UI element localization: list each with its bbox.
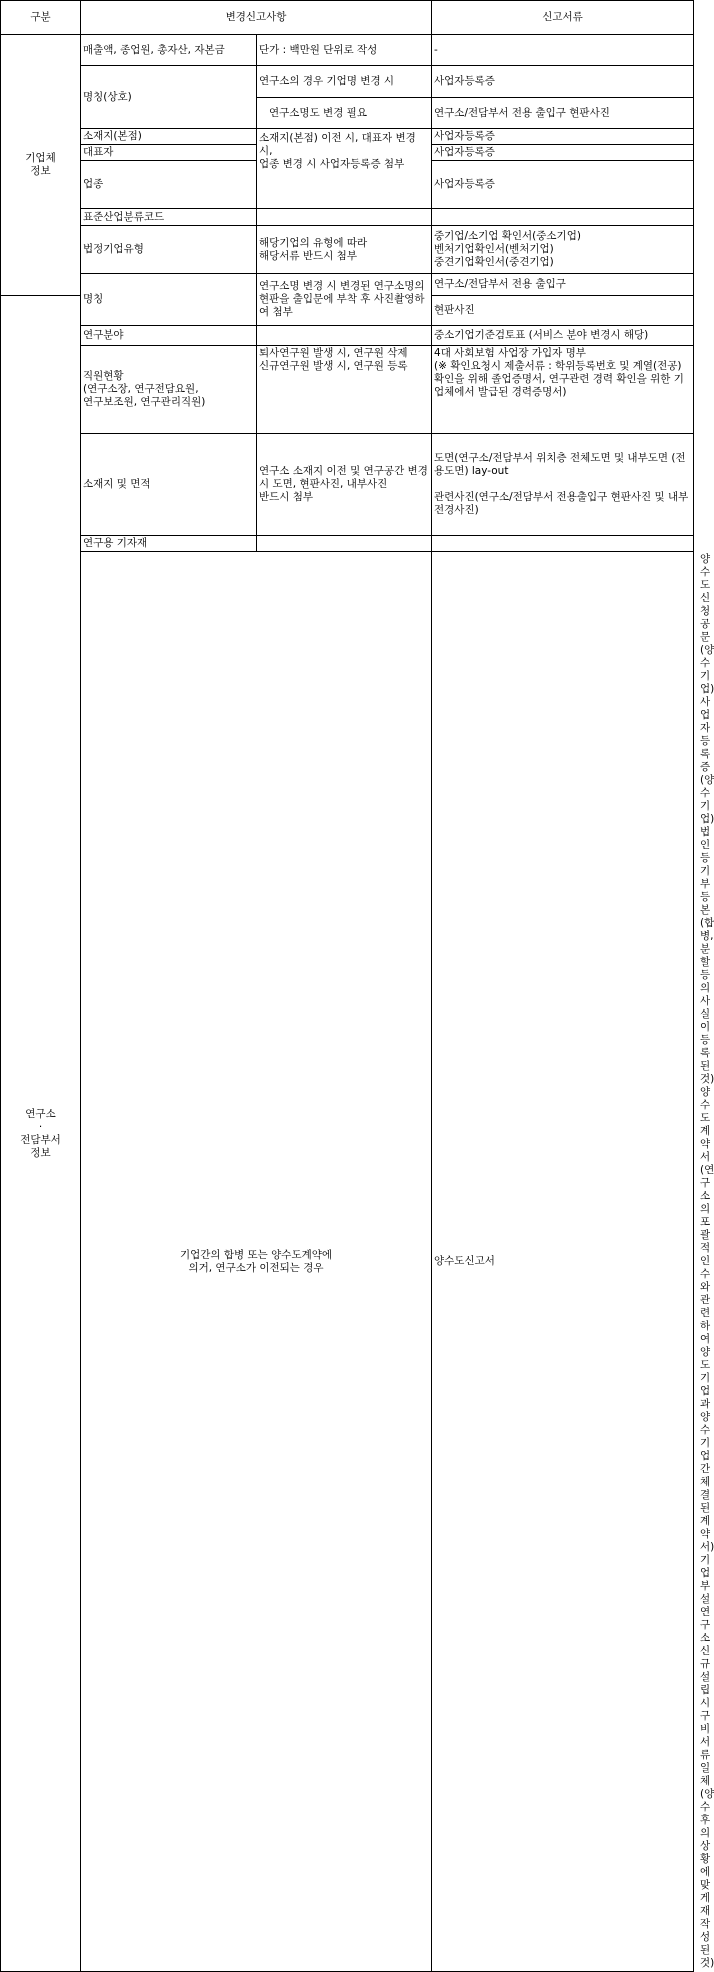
item-doc-empty [432, 536, 694, 552]
item-label: 표준산업분류코드 [81, 209, 257, 226]
item-note: 연구소명 변경 시 변경된 연구소명의 현판을 출입문에 부착 후 사진촬영하여 첨부 [257, 274, 432, 326]
item-note: 해당기업의 유형에 따라 해당서류 반드시 첨부 [257, 226, 432, 274]
item-note-empty [257, 326, 432, 346]
item-doc: 4대 사회보험 사업장 가입자 명부 (※ 확인요청시 제출서류 : 학위등록번호 및 계열(전공)확인을 위해 졸업증명서, 연구관련 경력 확인을 위한 기업체에서 발급된 경력증명서) [432, 346, 694, 434]
merger-note: 양수도신고서 [432, 552, 694, 1972]
item-doc: 현판사진 [432, 296, 694, 326]
item-doc: 연구소/전담부서 전용 출입구 [432, 274, 694, 296]
table-row [1, 129, 694, 145]
item-doc: 연구소/전담부서 전용 출입구 현판사진 [432, 98, 694, 129]
category-company: 기업체 정보 [1, 35, 81, 296]
merger-item: 기업간의 합병 또는 양수도계약에 의거, 연구소가 이전되는 경우 [81, 552, 432, 1972]
item-label: 연구용 기자재 [81, 536, 257, 552]
item-note: 소재지(본점) 이전 시, 대표자 변경시, 업종 변경 시 사업자등록증 첨부 [257, 129, 432, 209]
table-row [1, 209, 694, 226]
item-doc: 도면(연구소/전담부서 위치층 전체도면 및 내부도면 (전용도면) lay-out 관련사진(연구소/전담부서 전용출입구 현판사진 및 내부 전경사진) [432, 434, 694, 536]
item-doc: 중소기업기준검토표 (서비스 분야 변경시 해당) [432, 326, 694, 346]
table-row [1, 66, 694, 98]
item-note: 연구소 소재지 이전 및 연구공간 변경 시 도면, 현판사진, 내부사진 반드시 첨부 [257, 434, 432, 536]
table-row [1, 274, 694, 296]
table-row: 기업간의 합병 또는 양수도계약에 의거, 연구소가 이전되는 경우 양수도신고서 양수도 신청공문(양수기업) 사업자등록증(양수기업) 법인등기부등본(합병, 분할등의 사실이 등록된 것) 양수도계약서(연구소의 포괄적 인수와 관련하여 양도기업과 양수기업간 체결된 계약서) 기업부설연구소 신규 설립시 구비 서류 일체(양수후의 상황에 맞게 재작성 된 것) [1, 552, 694, 1972]
item-label: 연구분야 [81, 326, 257, 346]
item-note: 연구소명도 변경 필요 [257, 98, 432, 129]
table-row [1, 536, 694, 552]
item-label: 직원현황 (연구소장, 연구전담요원, 연구보조원, 연구관리직원) [81, 346, 257, 434]
table-row [1, 35, 694, 66]
item-doc: - [432, 35, 694, 66]
item-doc: 사업자등록증 [432, 161, 694, 209]
table-row [1, 226, 694, 274]
item-label: 소재지(본점) [81, 129, 257, 145]
item-label: 업종 [81, 161, 257, 209]
header-documents: 신고서류 [432, 1, 694, 35]
item-label: 법정기업유형 [81, 226, 257, 274]
header-row [1, 1, 694, 35]
header-change-items: 변경신고사항 [81, 1, 432, 35]
table-row [1, 346, 694, 434]
item-label: 매출액, 종업원, 총자산, 자본금 [81, 35, 257, 66]
item-label: 명칭(상호) [81, 66, 257, 129]
item-note-empty [257, 209, 432, 226]
header-category: 구분 [1, 1, 81, 35]
item-doc: 사업자등록증 [432, 66, 694, 98]
item-doc: 사업자등록증 [432, 145, 694, 161]
item-doc: 중기업/소기업 확인서(중소기업) 벤처기업확인서(벤처기업) 중견기업확인서(중견기업) [432, 226, 694, 274]
item-note: 퇴사연구원 발생 시, 연구원 삭제 신규연구원 발생 시, 연구원 등록 [257, 346, 432, 434]
item-doc: 사업자등록증 [432, 129, 694, 145]
item-label: 소재지 및 면적 [81, 434, 257, 536]
item-note: 단가 : 백만원 단위로 작성 [257, 35, 432, 66]
table-row [1, 434, 694, 536]
item-note-empty [257, 536, 432, 552]
item-label: 대표자 [81, 145, 257, 161]
item-note: 연구소의 경우 기업명 변경 시 [257, 66, 432, 98]
item-label: 명칭 [81, 274, 257, 326]
category-lab: 연구소 · 전담부서 정보 [1, 296, 81, 1972]
table-row [1, 326, 694, 346]
item-doc-empty [432, 209, 694, 226]
